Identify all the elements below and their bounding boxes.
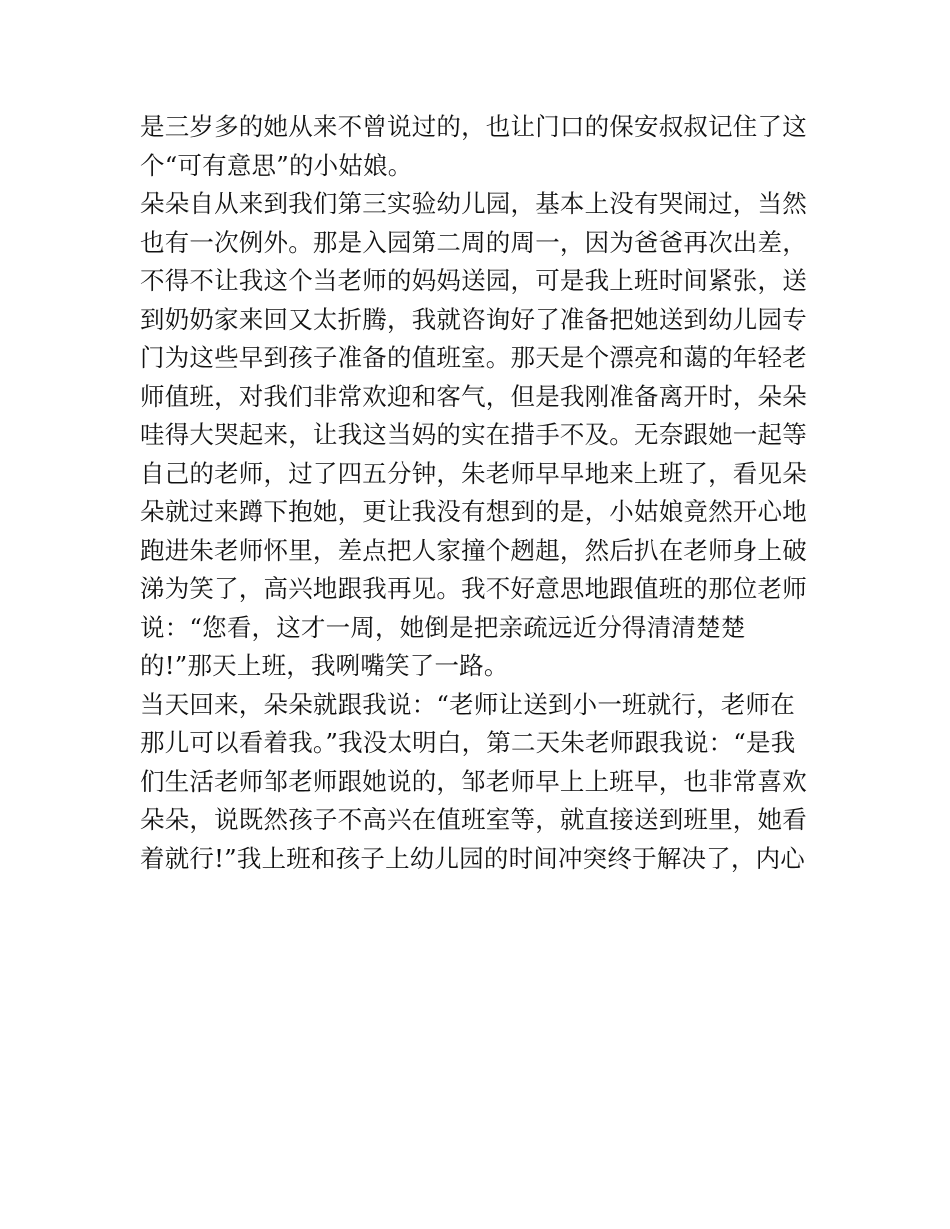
text-line: 朵就过来蹲下抱她，更让我没有想到的是，小姑娘竟然开心地 [140,497,807,526]
text-line: 跑进朱老师怀里，差点把人家撞个趔趄，然后扒在老师身上破 [140,535,807,565]
text-line: 哇得大哭起来，让我这当妈的实在措手不及。无奈跟她一起等 [140,420,807,449]
text-line: 着就行!”我上班和孩子上幼儿园的时间冲突终于解决了，内心 [140,843,805,873]
text-line: 涕为笑了，高兴地跟我再见。我不好意思地跟值班的那位老师 [140,574,807,603]
text-line: 也有一次例外。那是入园第二周的周一，因为爸爸再次出差， [140,227,807,257]
text-line: 个“可有意思”的小姑娘。 [140,150,413,180]
text-line: 的!”那天上班，我咧嘴笑了一路。 [140,651,509,680]
text-line: 师值班，对我们非常欢迎和客气，但是我刚准备离开时，朵朵 [140,381,807,411]
text-line: 门为这些早到孩子准备的值班室。那天是个漂亮和蔼的年轻老 [140,343,807,372]
text-line: 朵朵，说既然孩子不高兴在值班室等，就直接送到班里，她看 [140,805,807,834]
body-text [140,108,820,878]
text-line: 到奶奶家来回又太折腾，我就咨询好了准备把她送到幼儿园专 [140,304,807,334]
text-line: 自己的老师，过了四五分钟，朱老师早早地来上班了，看见朵 [140,458,807,488]
text-line: 朵朵自从来到我们第三实验幼儿园，基本上没有哭闹过，当然 [140,189,807,218]
text-line: 是三岁多的她从来不曾说过的，也让门口的保安叔叔记住了这 [140,112,807,141]
text-line: 当天回来，朵朵就跟我说：“老师让送到小一班就行，老师在 [140,689,795,719]
text-line: 说：“您看，这才一周，她倒是把亲疏远近分得清清楚楚 [140,612,746,642]
text-line: 不得不让我这个当老师的妈妈送园，可是我上班时间紧张，送 [140,266,807,295]
text-line: 那儿可以看着我。”我没太明白，第二天朱老师跟我说：“是我 [140,728,796,757]
text-line: 们生活老师邹老师跟她说的，邹老师早上上班早，也非常喜欢 [140,766,807,796]
